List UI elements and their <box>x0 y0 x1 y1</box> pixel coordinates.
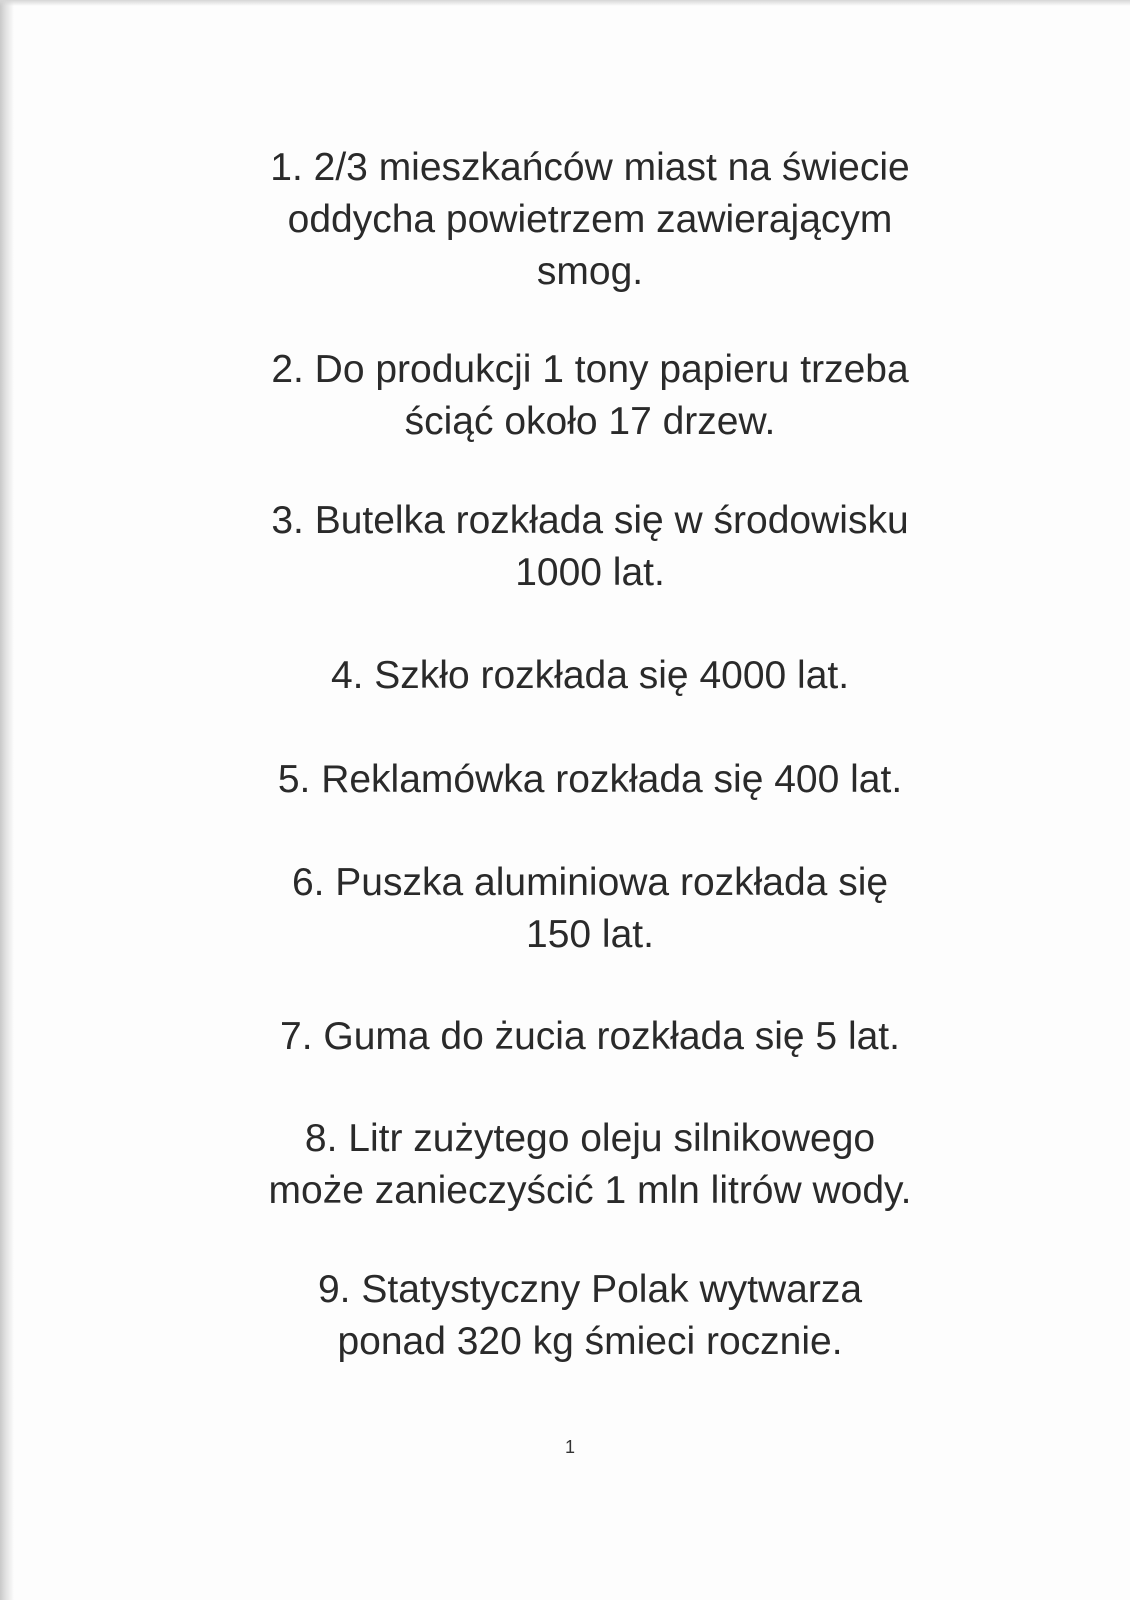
fact-line: 2. Do produkcji 1 tony papieru trzeba <box>271 348 909 391</box>
fact-item-9 <box>150 1264 1030 1368</box>
fact-line: 1000 lat. <box>515 551 665 594</box>
fact-line: 3. Butelka rozkłada się w środowisku <box>271 499 909 542</box>
fact-line: może zanieczyścić 1 mln litrów wody. <box>268 1169 912 1212</box>
fact-item-7 <box>150 1011 1030 1063</box>
fact-item-5 <box>150 754 1030 806</box>
fact-item-4 <box>150 650 1030 702</box>
scan-shadow-left <box>0 0 14 1600</box>
fact-line: 4. Szkło rozkłada się 4000 lat. <box>330 654 850 697</box>
fact-line: 5. Reklamówka rozkłada się 400 lat. <box>277 758 903 801</box>
fact-item-1 <box>150 142 1030 298</box>
fact-line: smog. <box>536 250 644 293</box>
fact-line: 6. Puszka aluminiowa rozkłada się <box>291 861 889 904</box>
fact-item-2 <box>150 344 1030 448</box>
fact-line: oddycha powietrzem zawierającym <box>287 198 893 241</box>
page-number: 1 <box>564 1437 575 1457</box>
fact-line: 9. Statystyczny Polak wytwarza <box>317 1268 863 1311</box>
fact-line: 150 lat. <box>526 913 654 956</box>
scan-shadow-top <box>0 0 1130 6</box>
fact-item-8 <box>150 1113 1030 1217</box>
fact-line: ściąć około 17 drzew. <box>404 400 776 443</box>
fact-line: ponad 320 kg śmieci rocznie. <box>337 1320 843 1363</box>
fact-line: 8. Litr zużytego oleju silnikowego <box>304 1117 876 1160</box>
fact-line: 1. 2/3 mieszkańców miast na świecie <box>270 146 910 189</box>
fact-item-6 <box>150 857 1030 961</box>
fact-item-3 <box>150 495 1030 599</box>
fact-line: 7. Guma do żucia rozkłada się 5 lat. <box>280 1015 900 1058</box>
